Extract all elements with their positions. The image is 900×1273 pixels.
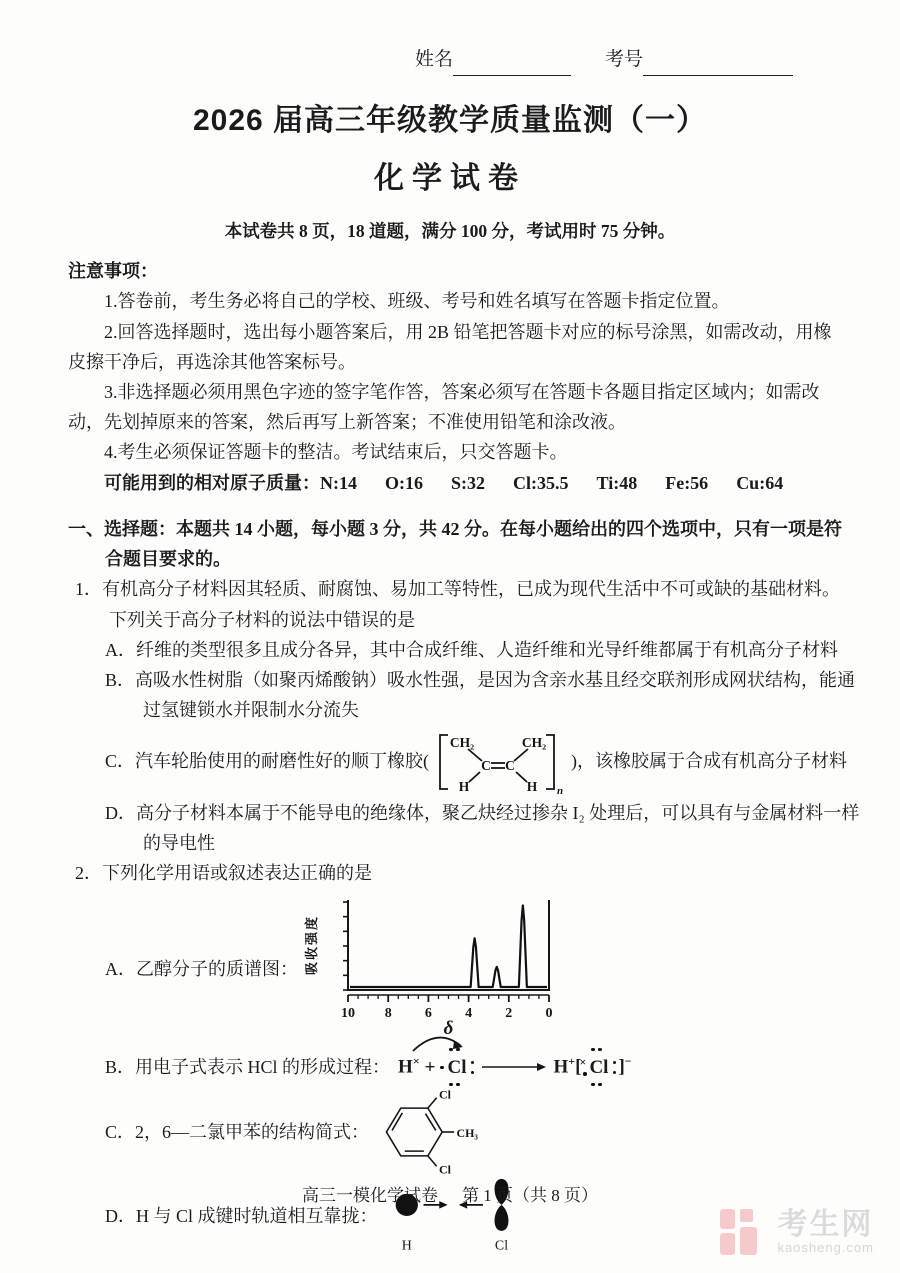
svg-text:CH₂: CH₂ bbox=[521, 734, 547, 750]
atomic-mass-Ti: Ti:48 bbox=[596, 472, 638, 493]
svg-text:CH₃: CH₃ bbox=[456, 1126, 479, 1141]
cl-lewis-reactant: Cl bbox=[440, 1048, 475, 1088]
name-blank-line bbox=[453, 54, 571, 76]
q1-option-c: C． 汽车轮胎使用的耐磨性好的顺丁橡胶( CH₂ CH₂ C C H H n )，该橡胶属于合成有机高分子材料 bbox=[105, 728, 880, 796]
q2-option-b: B．用电子式表示 HCl 的形成过程： H× + Cl H+[ × Cl ]− bbox=[105, 1048, 880, 1088]
atomic-mass-line bbox=[68, 468, 848, 498]
cl-lewis-product: × Cl bbox=[582, 1048, 617, 1088]
nmr-spectrum-chart bbox=[302, 892, 564, 1045]
q1-option-a: A．纤维的类型很多且成分各异，其中合成纤维、人造纤维和光导纤维都属于有机高分子材料 bbox=[105, 639, 838, 660]
svg-text:Cl: Cl bbox=[439, 1089, 451, 1102]
benzene-structure bbox=[375, 1089, 507, 1175]
name-label: 姓名 bbox=[415, 49, 454, 70]
q1-option-b: B．高吸水性树脂（如聚丙烯酸钠）吸水性强，是因为含亲水基且经交联剂形成网状结构，能通过氢键锁水并限制水分流失 bbox=[105, 670, 856, 721]
svg-text:H: H bbox=[458, 778, 470, 794]
atomic-mass-Cu: Cu:64 bbox=[736, 472, 784, 493]
svg-text:CH₂: CH₂ bbox=[449, 734, 475, 750]
watermark bbox=[717, 1206, 874, 1258]
atomic-mass-Cl: Cl:35.5 bbox=[513, 472, 569, 493]
atomic-mass-O: O:16 bbox=[385, 472, 423, 493]
watermark-site-url: kaosheng.com bbox=[777, 1239, 874, 1255]
svg-text:8: 8 bbox=[384, 1006, 392, 1022]
watermark-site-name: 考生网 bbox=[777, 1208, 874, 1242]
svg-text:吸收强度: 吸收强度 bbox=[304, 915, 319, 976]
question-1-number: 1． bbox=[75, 579, 102, 600]
svg-text:Cl: Cl bbox=[439, 1162, 451, 1176]
reaction-arrow bbox=[482, 1062, 546, 1072]
exam-info-line: 本试卷共 8 页，18 道题，满分 100 分，考试用时 75 分钟。 bbox=[224, 220, 676, 241]
notice-item-4: 4.考生必须保证答题卡的整洁。考试结束后，只交答题卡。 bbox=[104, 442, 568, 463]
polybutadiene-structure bbox=[431, 728, 569, 796]
svg-text:δ: δ bbox=[443, 1018, 454, 1037]
page-title: 2026 届高三年级教学质量监测（一） bbox=[192, 103, 708, 137]
svg-text:10: 10 bbox=[341, 1006, 355, 1022]
q2-option-c: C．2，6—二氯甲苯的结构简式： Cl CH₃ Cl bbox=[105, 1089, 880, 1175]
q1-option-d: D．高分子材料本属于不能导电的绝缘体，聚乙炔经过掺杂 I₂ 处理后，可以具有与金属材料一样的导电性 bbox=[105, 802, 860, 853]
footer-paper-name: 高三一模化学试卷 bbox=[302, 1186, 438, 1205]
svg-text:H: H bbox=[526, 778, 538, 794]
svg-text:2: 2 bbox=[505, 1006, 513, 1022]
question-2-stem: 2．下列化学用语或叙述表达正确的是 bbox=[75, 863, 372, 884]
exam-no-blank-line bbox=[643, 54, 793, 76]
page-subtitle: 化学试卷 bbox=[374, 162, 526, 196]
q2-option-a: A．乙醇分子的质谱图： 10 8 6 4 2 0 δ 吸收强度 bbox=[105, 892, 880, 1045]
exam-no-label: 考号 bbox=[605, 49, 644, 70]
atomic-mass-Fe: Fe:56 bbox=[665, 472, 709, 493]
notice-heading: 注意事项： bbox=[68, 261, 158, 282]
kaosheng-logo-icon bbox=[717, 1206, 769, 1258]
svg-text:0: 0 bbox=[545, 1006, 553, 1022]
notice-item-3: 3.非选择题必须用黑色字迹的签字笔作答，答案必须写在答题卡各题目指定区域内；如需改动，先划掉原来的答案，然后再写上新答案；不准使用铅笔和涂改液。 bbox=[68, 382, 820, 433]
question-1-stem: 1．有机高分子材料因其轻质、耐腐蚀、易加工等特性，已成为现代生活中不可或缺的基础材料。下列关于高分子材料的说法中错误的是 bbox=[75, 579, 840, 630]
footer-page-number: 第 1 页（共 8 页） bbox=[462, 1186, 598, 1205]
atomic-mass-label: 可能用到的相对原子质量： bbox=[104, 472, 320, 493]
svg-text:n: n bbox=[556, 784, 564, 796]
atomic-mass-S: S:32 bbox=[451, 472, 486, 493]
notice-section bbox=[68, 256, 848, 498]
question-2-number: 2． bbox=[75, 863, 102, 884]
svg-text:Cl: Cl bbox=[494, 1238, 508, 1254]
svg-text:6: 6 bbox=[424, 1006, 432, 1022]
svg-text:H: H bbox=[401, 1238, 412, 1254]
header-blanks bbox=[0, 0, 900, 76]
svg-text:C: C bbox=[505, 757, 515, 773]
notice-item-1: 1.答卷前，考生务必将自己的学校、班级、考号和姓名填写在答题卡指定位置。 bbox=[104, 291, 730, 312]
svg-text:C: C bbox=[481, 757, 491, 773]
section-1-heading: 一、选择题：本题共 14 小题，每小题 3 分，共 42 分。在每小题给出的四个选项中，只有一项是符合题目要求的。 bbox=[68, 518, 842, 570]
q2-option-d: D．H 与 Cl 成键时轨道相互靠拢： H Cl bbox=[105, 1177, 880, 1255]
electron-formula: H× + Cl H+[ × Cl ]− bbox=[398, 1048, 632, 1088]
svg-text:4: 4 bbox=[465, 1006, 473, 1022]
atomic-mass-N: N:14 bbox=[320, 472, 357, 493]
notice-item-2: 2.回答选择题时，选出每小题答案后，用 2B 铅笔把答题卡对应的标号涂黑，如需改动，用橡皮擦干净后，再选涂其他答案标号。 bbox=[68, 321, 832, 372]
